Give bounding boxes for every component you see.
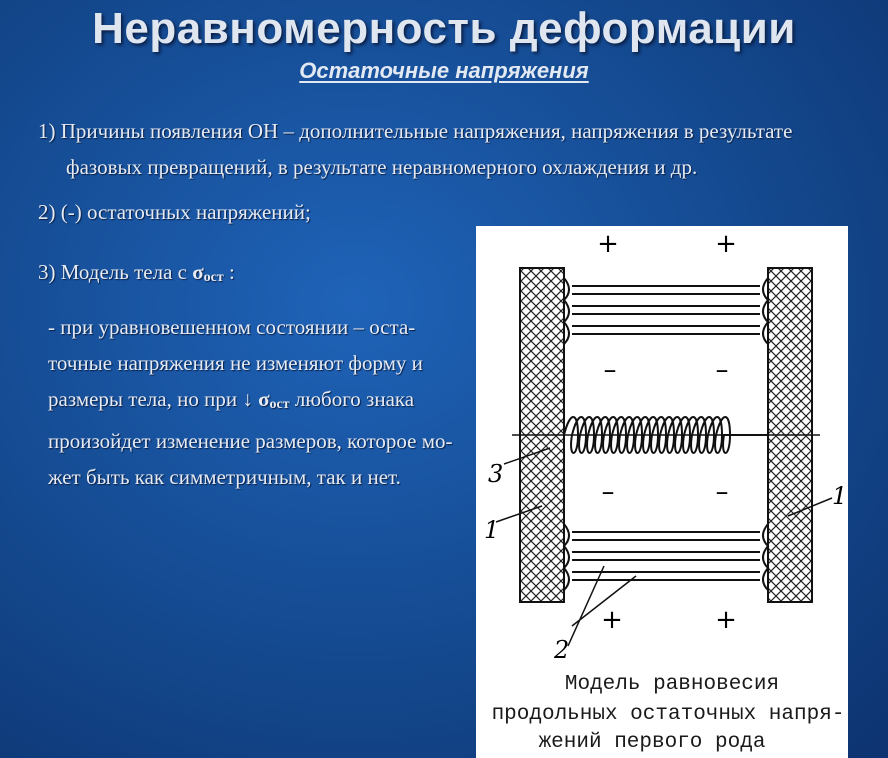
item-3-text: 3) Модель тела с xyxy=(38,260,193,284)
plus-top-left: + xyxy=(597,229,619,259)
item-1 xyxy=(38,113,858,185)
note-paragraph xyxy=(48,309,468,495)
arrow-down-icon: ↓ xyxy=(242,387,253,411)
item-2: 2) (-) остаточных напряжений; xyxy=(38,200,311,224)
sigma-symbol-2: σ xyxy=(258,387,270,411)
spring-coil xyxy=(564,417,768,453)
item-3 xyxy=(38,254,235,296)
label-1-right: 1 xyxy=(832,482,848,510)
note-line-3 xyxy=(48,381,468,423)
sigma-subscript-2: ост xyxy=(269,397,290,412)
minus-upper-right: – xyxy=(715,355,729,385)
item-1-line-2: фазовых превращений, в результате неравномерного охлаждения и др. xyxy=(66,155,698,179)
label-2: 2 xyxy=(554,636,570,664)
minus-lower-right: – xyxy=(715,477,729,507)
note-line-2: точные напряжения не изменяют форму и xyxy=(48,351,423,375)
label-3: 3 xyxy=(488,460,504,488)
lower-rods xyxy=(564,524,768,590)
slide-title: Неравномерность деформации xyxy=(92,4,796,53)
label-1-left: 1 xyxy=(484,516,500,544)
upper-rods xyxy=(564,278,768,344)
plus-bottom-left: + xyxy=(601,605,623,635)
plus-top-right: + xyxy=(715,229,737,259)
minus-lower-left: – xyxy=(601,477,615,507)
plus-bottom-right: + xyxy=(715,605,737,635)
note-line-3b: любого знака xyxy=(289,387,415,411)
slide-subtitle: Остаточные напряжения xyxy=(299,58,589,83)
minus-upper-left: – xyxy=(603,355,617,385)
equilibrium-model-figure xyxy=(476,226,848,758)
note-line-1: - при уравновешенном состоянии – оста- xyxy=(48,315,416,339)
sigma-symbol: σ xyxy=(192,260,204,284)
note-line-3a: размеры тела, но при xyxy=(48,387,243,411)
note-line-4: произойдет изменение размеров, которое мо- xyxy=(48,429,453,453)
item-1-line-1: 1) Причины появления ОН – дополнительные напряжения, напряжения в результате xyxy=(38,119,793,143)
item-3-end: : xyxy=(223,260,235,284)
figure-caption-line-1: Модель равновесия xyxy=(564,673,780,696)
sigma-subscript: ост xyxy=(203,270,224,285)
note-line-5: жет быть как симметричным, так и нет. xyxy=(48,465,401,489)
figure-caption-line-3: жений первого рода xyxy=(538,731,766,754)
figure-caption-line-2: продольных остаточных напря- xyxy=(491,703,845,726)
